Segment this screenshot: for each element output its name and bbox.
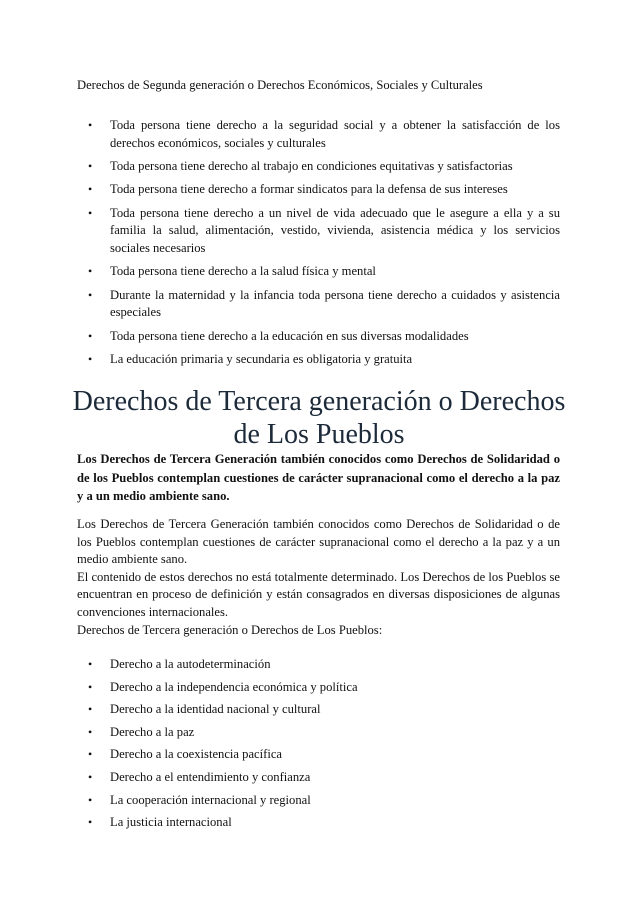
- list-item-text: Durante la maternidad y la infancia toda persona tiene derecho a cuidados y asistencia especiales: [110, 287, 560, 320]
- list-item-text: La educación primaria y secundaria es obligatoria y gratuita: [110, 352, 413, 367]
- list-item-text: Derecho a la independencia económica y política: [110, 679, 358, 694]
- list-item-text: Toda persona tiene derecho a formar sindicatos para la defensa de sus intereses: [110, 182, 508, 197]
- bullet-icon: •: [88, 182, 93, 197]
- section-intro: Derechos de Segunda generación o Derechos Económicos, Sociales y Culturales: [77, 78, 483, 92]
- paragraph-definition: Los Derechos de Tercera Generación también conocidos como Derechos de Solidaridad o de los Pueblos contemplan cuestiones de carácter supranacional como el derecho a la paz y a un medio ambiente sano.: [77, 517, 560, 567]
- body-text: [77, 516, 560, 639]
- list-item: [77, 701, 560, 719]
- list-item: [77, 769, 560, 787]
- list-item: [77, 205, 560, 258]
- list-item-text: Derecho a el entendimiento y confianza: [110, 769, 311, 784]
- list-item: [77, 287, 560, 322]
- bullet-icon: •: [88, 328, 93, 343]
- list-item-text: Toda persona tiene derecho a la seguridad social y a obtener la satisfacción de los derechos económicos, sociales y culturales: [110, 118, 560, 150]
- list-item-text: La justicia internacional: [110, 815, 232, 830]
- bullet-icon: •: [88, 792, 93, 807]
- bullet-icon: •: [88, 264, 93, 279]
- bullet-icon: •: [88, 702, 93, 717]
- list-item: [77, 656, 560, 674]
- list-item: [77, 792, 560, 810]
- second-generation-rights-list: [77, 117, 560, 375]
- third-generation-rights-list: [77, 656, 560, 837]
- list-item: [77, 328, 560, 346]
- list-intro: Derechos de Tercera generación o Derechos de Los Pueblos:: [77, 622, 383, 637]
- list-item: [77, 724, 560, 742]
- bullet-icon: •: [88, 657, 93, 671]
- list-item-text: La cooperación internacional y regional: [110, 792, 311, 807]
- list-item-text: Derecho a la autodeterminación: [110, 657, 271, 671]
- list-item-text: Toda persona tiene derecho a la educación en sus diversas modalidades: [110, 328, 469, 343]
- list-item: [77, 814, 560, 832]
- bullet-icon: •: [88, 287, 93, 302]
- bullet-icon: •: [88, 352, 93, 367]
- list-item: [77, 158, 560, 176]
- bullet-icon: •: [88, 724, 93, 739]
- list-item-text: Derecho a la coexistencia pacífica: [110, 747, 283, 762]
- list-item: [77, 679, 560, 697]
- section-heading: Derechos de Tercera generación o Derechos de Los Pueblos: [72, 385, 566, 450]
- list-item: [77, 351, 560, 369]
- bullet-icon: •: [88, 158, 93, 173]
- bold-summary-paragraph: Los Derechos de Tercera Generación también conocidos como Derechos de Solidaridad o de los Pueblos contemplan cuestiones de carácter supranacional como el derecho a la paz y a un medio ambiente sano.: [77, 452, 560, 504]
- bullet-icon: •: [88, 679, 93, 694]
- paragraph-content: El contenido de estos derechos no está totalmente determinado. Los Derechos de los Pueblos se encuentran en proceso de definición y están consagrados en diversas disposiciones de algunas convenciones internacionales.: [77, 569, 560, 619]
- list-item-text: Toda persona tiene derecho a la salud física y mental: [110, 264, 376, 279]
- list-item-text: Toda persona tiene derecho a un nivel de vida adecuado que le asegure a ella y a su familia la salud, alimentación, vestido, vivienda, asistencia médica y los servicios sociales necesarios: [110, 205, 560, 255]
- bullet-icon: •: [88, 747, 93, 762]
- bullet-icon: •: [88, 815, 93, 830]
- list-item: [77, 746, 560, 764]
- list-item-text: Toda persona tiene derecho al trabajo en condiciones equitativas y satisfactorias: [110, 158, 513, 173]
- bullet-icon: •: [88, 118, 93, 132]
- list-item: [77, 117, 560, 152]
- list-item: [77, 263, 560, 281]
- bullet-icon: •: [88, 205, 93, 220]
- list-item-text: Derecho a la identidad nacional y cultural: [110, 702, 321, 717]
- list-item-text: Derecho a la paz: [110, 724, 195, 739]
- list-item: [77, 181, 560, 199]
- bullet-icon: •: [88, 769, 93, 784]
